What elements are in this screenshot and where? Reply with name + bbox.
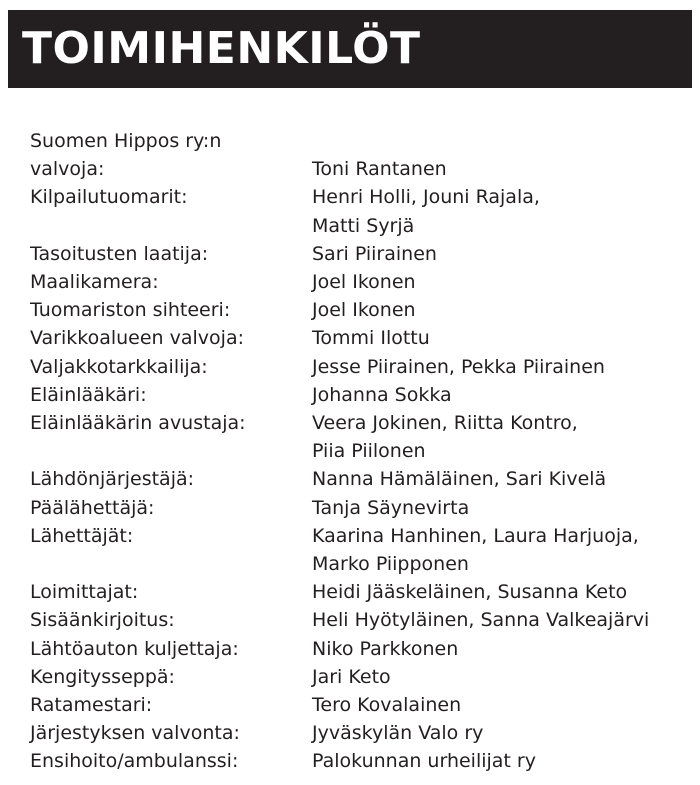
officials-list — [30, 127, 690, 776]
names-value: Henri Holli, Jouni Rajala, — [312, 186, 540, 209]
names-value: Marko Piipponen — [312, 553, 469, 576]
role-label: Kengitysseppä: — [30, 665, 175, 688]
list-item — [30, 268, 690, 296]
role-label: Lähtöauton kuljettaja: — [30, 637, 239, 660]
list-item — [30, 240, 690, 268]
names-value: Matti Syrjä — [312, 214, 415, 237]
role-label: Järjestyksen valvonta: — [30, 722, 240, 745]
names-value: Piia Piilonen — [312, 440, 426, 463]
list-item — [30, 578, 690, 606]
names-value: Jesse Piirainen, Pekka Piirainen — [312, 355, 605, 378]
names-value: Heli Hyötyläinen, Sanna Valkeajärvi — [312, 609, 650, 632]
role-label: Lähdönjärjestäjä: — [30, 468, 195, 491]
list-item — [30, 494, 690, 522]
header-bar — [8, 10, 692, 88]
list-item — [30, 437, 690, 465]
list-item — [30, 155, 690, 183]
role-label — [30, 437, 312, 465]
list-item — [30, 353, 690, 381]
names-value: Joel Ikonen — [312, 271, 416, 294]
names-value: Nanna Hämäläinen, Sari Kivelä — [312, 468, 607, 491]
names-value: Johanna Sokka — [312, 383, 452, 406]
list-item — [30, 719, 690, 747]
role-label: Ensihoito/ambulanssi: — [30, 750, 239, 773]
list-item — [30, 550, 690, 578]
list-item — [30, 465, 690, 493]
list-item — [30, 127, 690, 155]
role-label: Lähettäjät: — [30, 524, 134, 547]
role-label: Eläinlääkärin avustaja: — [30, 412, 246, 435]
role-label: Ratamestari: — [30, 694, 153, 717]
role-label: Suomen Hippos ry:n — [30, 130, 222, 152]
names-value: Sari Piirainen — [312, 242, 437, 265]
list-item — [30, 381, 690, 409]
names-value: Heidi Jääskeläinen, Susanna Keto — [312, 581, 628, 604]
role-label: Varikkoalueen valvoja: — [30, 327, 244, 350]
names-value: Jyväskylän Valo ry — [312, 722, 484, 745]
list-item — [30, 212, 690, 240]
role-label: Maalikamera: — [30, 271, 159, 294]
list-item — [30, 606, 690, 634]
names-value: Kaarina Hanhinen, Laura Harjuoja, — [312, 524, 639, 547]
role-label: Loimittajat: — [30, 581, 139, 604]
list-item — [30, 409, 690, 437]
names-value: Toni Rantanen — [312, 158, 447, 181]
role-label: valvoja: — [30, 158, 105, 181]
list-item — [30, 324, 690, 352]
role-label — [30, 212, 312, 240]
names-value: Tero Kovalainen — [312, 694, 462, 717]
list-item — [30, 663, 690, 691]
list-item — [30, 635, 690, 663]
role-label: Tasoitusten laatija: — [30, 242, 209, 265]
role-label: Kilpailutuomarit: — [30, 186, 188, 209]
names-value: Tommi Ilottu — [312, 327, 430, 350]
names-value: Jari Keto — [312, 665, 391, 688]
list-item — [30, 183, 690, 211]
names-value: Niko Parkkonen — [312, 637, 459, 660]
names-value — [312, 127, 690, 155]
list-item — [30, 296, 690, 324]
list-item — [30, 522, 690, 550]
role-label: Päälähettäjä: — [30, 496, 155, 519]
role-label — [30, 550, 312, 578]
names-value: Palokunnan urheilijat ry — [312, 750, 536, 773]
names-value: Joel Ikonen — [312, 299, 416, 322]
role-label: Eläinlääkäri: — [30, 383, 147, 406]
list-item — [30, 691, 690, 719]
page-title: TOIMIHENKILÖT — [22, 23, 421, 74]
names-value: Veera Jokinen, Riitta Kontro, — [312, 412, 578, 435]
role-label: Tuomariston sihteeri: — [30, 299, 231, 322]
names-value: Tanja Säynevirta — [312, 496, 470, 519]
role-label: Valjakkotarkkailija: — [30, 355, 208, 378]
list-item — [30, 747, 690, 775]
role-label: Sisäänkirjoitus: — [30, 609, 175, 632]
